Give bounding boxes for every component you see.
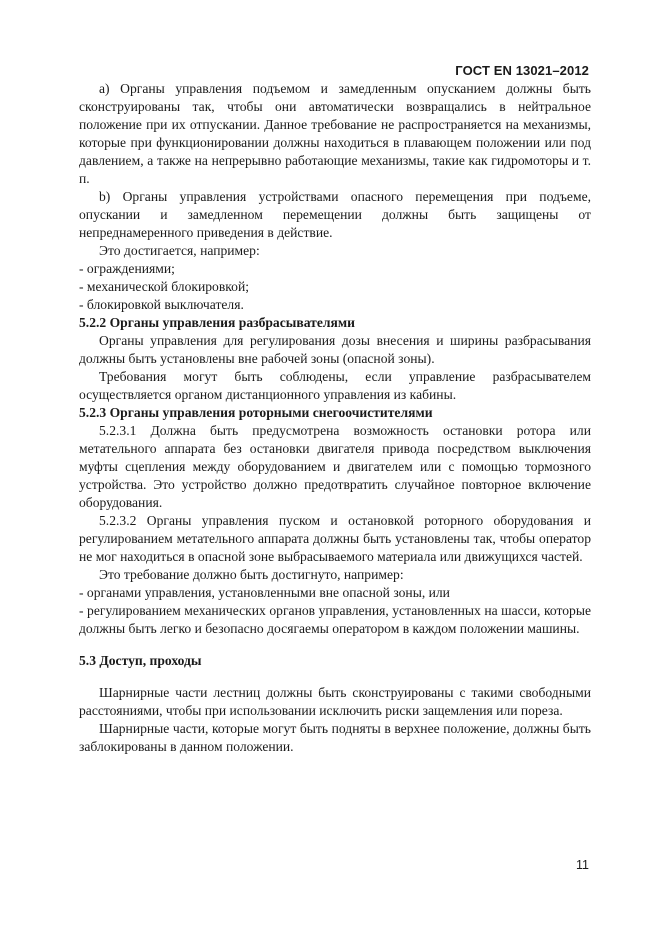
paragraph-spreader-controls: Органы управления для регулирования дозы внесения и ширины разбрасывания должны быть установлены вне рабочей зоны (опасной зоны). (79, 333, 591, 366)
paragraph-a: a) Органы управления подъемом и замедленным опусканием должны быть сконструированы так, чтобы они автоматически возвращались в нейтральное положение при их отпускании. Данное требование не распространяется на механизмы, которые при функционировании должны находиться в плавающем положении или под давлением, а также на непрерывно работающие механизмы, такие как гидромоторы и т. п. (79, 81, 591, 186)
list-item-guards: - ограждениями; (79, 261, 175, 276)
standard-designation: ГОСТ EN 13021–2012 (455, 63, 589, 78)
list-item-mechanical-controls: - регулированием механических органов управления, установленных на шасси, которые должны быть легко и безопасно досягаемы оператором в каждом положении машины. (79, 603, 591, 636)
paragraph-5-2-3-2: 5.2.3.2 Органы управления пуском и остановкой роторного оборудования и регулированием метательного аппарата должны быть установлены так, чтобы оператор не мог находиться в опасной зоне выбрасываемого материала или движущихся частей. (79, 513, 591, 564)
section-heading-5-3: 5.3 Доступ, проходы (79, 653, 202, 668)
paragraph-hinged-parts: Шарнирные части, которые могут быть подняты в верхнее положение, должны быть заблокированы в данном положении. (79, 721, 591, 754)
list-item-switch-lock: - блокировкой выключателя. (79, 297, 244, 312)
section-heading-5-2-3: 5.2.3 Органы управления роторными снегоочистителями (79, 405, 433, 420)
paragraph-requirement-intro: Это требование должно быть достигнуто, например: (99, 567, 404, 582)
page-number: 11 (576, 858, 589, 872)
list-item-controls-outside: - органами управления, установленными вне опасной зоны, или (79, 585, 450, 600)
paragraph-hinged-ladders: Шарнирные части лестниц должны быть сконструированы с такими свободными расстояниями, чтобы при использовании исключить риски защемления или пореза. (79, 685, 591, 718)
paragraph-remote-control: Требования могут быть соблюдены, если управление разбрасывателем осуществляется органом дистанционного управления из кабины. (79, 369, 591, 402)
section-heading-5-2-2: 5.2.2 Органы управления разбрасывателями (79, 315, 355, 330)
paragraph-b: b) Органы управления устройствами опасного перемещения при подъеме, опускании и замедленном перемещении должны быть защищены от непреднамеренного приведения в действие. (79, 189, 591, 240)
paragraph-5-2-3-1: 5.2.3.1 Должна быть предусмотрена возможность остановки ротора или метательного аппарата без остановки двигателя привода посредством выключения муфты сцепления между оборудованием и двигателем или с помощью тормозного устройства. Это устройство должно предотвратить случайное повторное включение оборудования. (79, 423, 591, 510)
document-body (79, 80, 591, 756)
paragraph-examples-intro: Это достигается, например: (99, 243, 260, 258)
list-item-mechanical-lock: - механической блокировкой; (79, 279, 250, 294)
